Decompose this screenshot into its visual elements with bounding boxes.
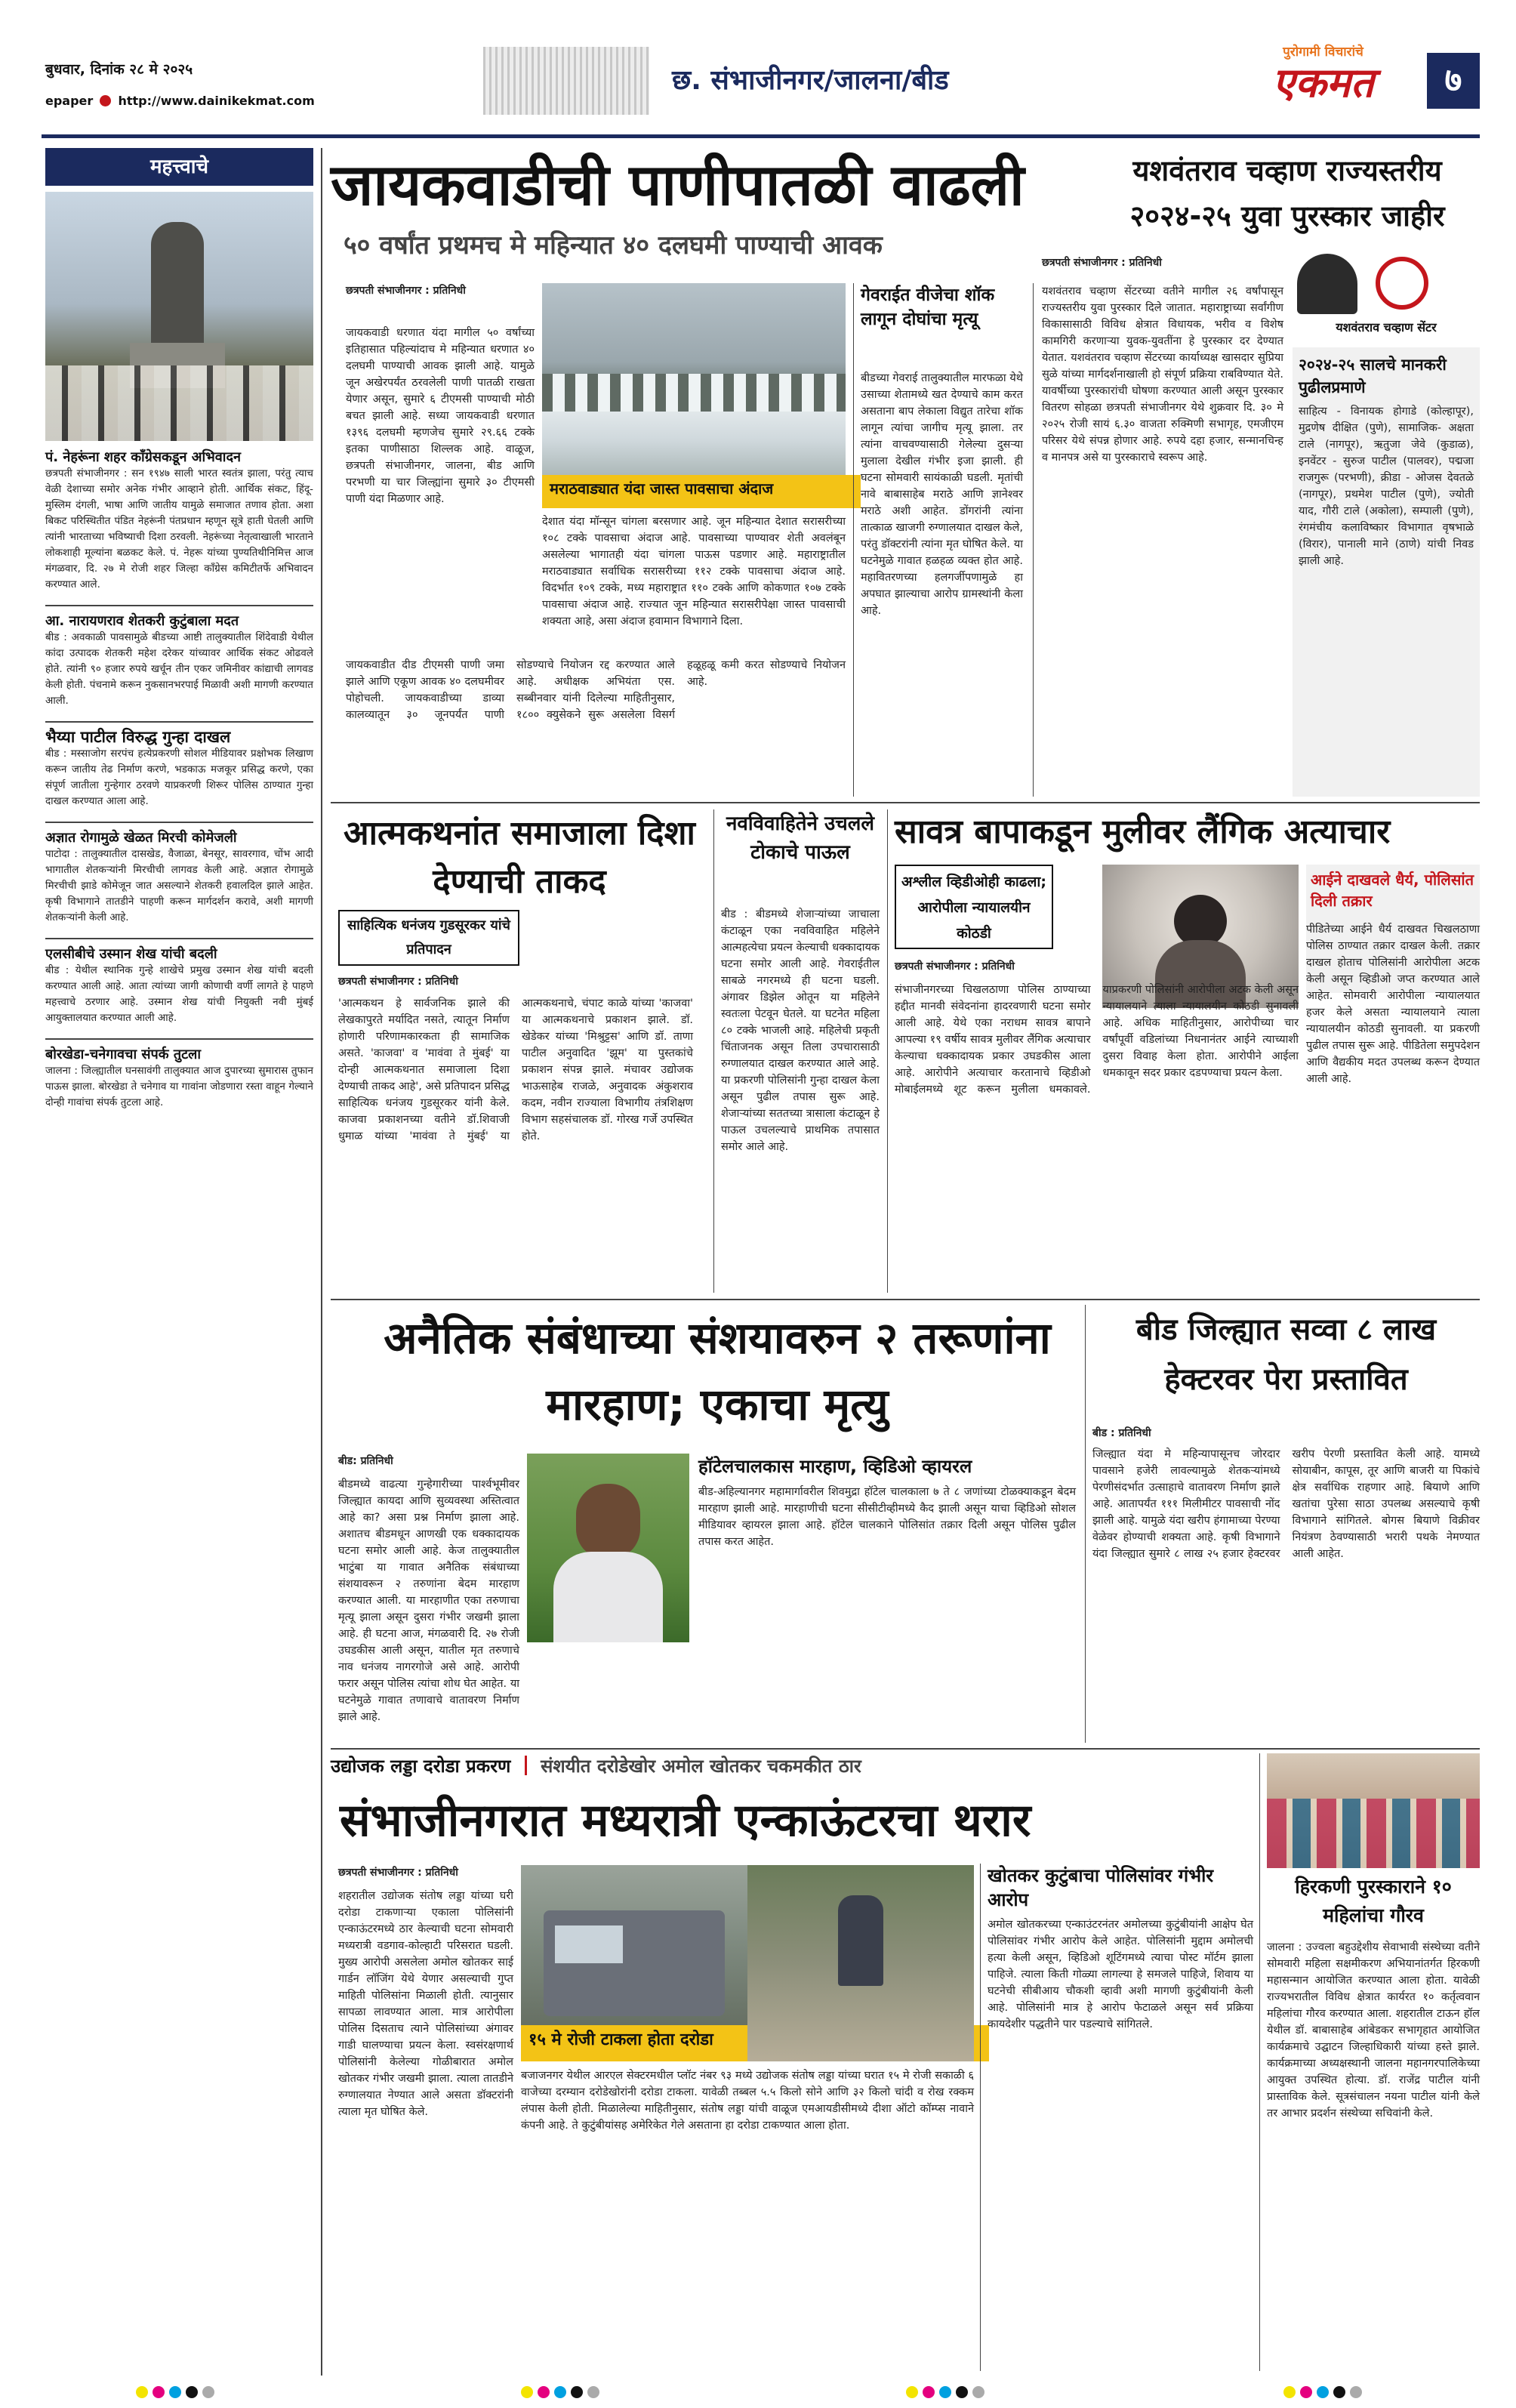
newlywed-body: बीड : बीडमध्ये शेजाऱ्यांच्या जाचाला कंटाळून एका नवविवाहित महिलेने आत्महत्येचा प्रयत्न केल्याची धक्कादायक घटना समोर आली आहे. गेवराईतील साबळे नगरमध्ये ही घटना घडली. अंगावर डिझेल ओतून या महिलेने स्वतःला पेटवून घेतले. या घटनेत महिला ८० टक्के भाजली आहे. महिलेची प्रकृती चिंताजनक असून तिला उपचारासाठी रुग्णालयात दाखल करण्यात आले आहे. या प्रकरणी पोलिसांनी गुन्हा दाखल केला असून पुढील तपास सुरू आहे. शेजाऱ्यांच्या सततच्या त्रासाला कंटाळून हे पाऊल उचलल्याचे प्राथमिक तपासात समोर आले आहे. xyxy=(721,908,883,1153)
column-divider xyxy=(980,1864,981,2371)
affair-headline: अनैतिक संबंधाच्या संशयावरुन २ तरूणांना मारहाण; एकाचा मृत्यु xyxy=(384,1312,1051,1430)
award-headline: यशवंतराव चव्हाण राज्यस्तरीय २०२४-२५ युवा पुरस्कार जाहीर xyxy=(1129,154,1445,233)
mother-headline: आईने दाखवले धैर्य, पोलिसांत दिली तक्रार xyxy=(1311,871,1474,910)
award-logo xyxy=(1293,249,1480,340)
memoir-headline: आत्मकथनांत समाजाला दिशा देण्याची ताकद xyxy=(344,814,695,901)
sidebar-item xyxy=(45,822,313,926)
masthead-ornament xyxy=(483,47,649,115)
encounter-kicker xyxy=(331,1753,1252,1784)
sidebar-item-body: पाटोदा : तालुक्यातील दासखेड, वैजाळा, बेनसूर, सावरगाव, चोंभ आदी भागातील शेतकऱ्यांनी मिरचीची लागवड केली आहे. अज्ञात रोगामुळे मिरचीची झाडे कोमेजून जात असल्याने शेतकरी हवालदिल झाले आहेत. कृषी विभागाने तातडीने पाहणी करून मार्गदर्शन करावे, अशी मागणी शेतकऱ्यांनी केली आहे. xyxy=(45,848,313,923)
lead-subhead: ५० वर्षांत प्रथमच मे महिन्यात ४० दलघमी पाण्याची आवक xyxy=(344,230,883,261)
epaper-label: epaper xyxy=(45,94,94,108)
newlywed-headline: नवविवाहितेने उचलले टोकाचे पाऊल xyxy=(726,812,875,864)
registration-marks-left xyxy=(136,2386,257,2401)
brand-logo xyxy=(1231,42,1416,127)
sidebar-item-title: बोरखेडा-चनेगावचा संपर्क तुटला xyxy=(45,1047,202,1062)
memoir-byline: छत्रपती संभाजीनगर : प्रतिनिधी xyxy=(338,976,458,988)
award-logo-text: यशवंतराव चव्हाण सेंटर xyxy=(1336,320,1437,335)
hotel-body: बीड-अहिल्यानगर महामार्गावरील शिवमुद्रा हॉटेल चालकाला ७ ते ८ जणांच्या टोळक्याकडून बेदम मारहाण झाली आहे. मारहाणीची घटना सीसीटीव्हीमध्ये कैद झाली असून याचा व्हिडिओ सोशल मीडियावर व्हायरल झाला आहे. हॉटेल चालकाने पोलिसांत तक्रार दिली असून पोलिस पुढील तपास करत आहेत. xyxy=(698,1486,1080,1548)
mother-body: पीडितेच्या आईने धैर्य दाखवत चिखलठाणा पोलिस ठाण्यात तक्रार दाखल केली. तक्रार दाखल होताच पोलिसांनी आरोपीला अटक केली असून व्हिडीओ जप्त करण्यात आले आहेत. सोमवारी आरोपीला न्यायालयात हजर केले असता न्यायालयाने त्याला न्यायालयीन कोठडी सुनावली. या प्रकरणी पुढील तपास सुरू आहे. पीडितेला समुपदेशन आणि वैद्यकीय मदत उपलब्ध करून देण्यात आली आहे. xyxy=(1306,923,1484,1085)
column-divider xyxy=(1085,1305,1086,1743)
network-icon xyxy=(1376,257,1428,310)
police-van-photo xyxy=(521,1865,747,2061)
sidebar xyxy=(45,148,313,2376)
award-body: यशवंतराव चव्हाण सेंटरच्या वतीने मागील २६ वर्षांपासून राज्यस्तरीय युवा पुरस्कार दिले जातात. महाराष्ट्राच्या सर्वांगीण विकासासाठी विविध क्षेत्रात विधायक, भरीव व विशेष कामगिरी करणाऱ्या युवक-युवतींना हे पुरस्कार दर देण्यात येतात. यशवंतराव चव्हाण सेंटरच्या कार्याध्यक्ष खासदार सुप्रिया सुळे यांच्या मार्गदर्शनाखाली हो संपूर्ण प्रक्रिया राबविण्यात येते. यावर्षीच्या पुरस्कारांची घोषणा करण्यात आली असून पुरस्कार वितरण सोहळा छत्रपती संभाजीनगर येथे शुक्रवार दि. ३० मे २०२५ रोजी सायं ६.३० वाजता रुक्मिणी सभागृह, एमजीएम परिसर येथे संपन्न होणार आहे. रुपये दहा हजार, सन्मानचिन्ह व मानपत्र असे या पुरस्काराचे स्वरूप आहे. xyxy=(1042,285,1287,464)
brand-tagline: पुरोगामी विचारांचे xyxy=(1283,45,1363,60)
sidebar-divider xyxy=(321,148,322,2376)
globe-icon xyxy=(100,95,111,106)
stepfather-headline: सावत्र बापाकडून मुलीवर लैंगिक अत्याचार xyxy=(895,812,1391,851)
award-byline: छत्रपती संभाजीनगर : प्रतिनिधी xyxy=(1042,257,1162,269)
epaper-link[interactable] xyxy=(45,94,362,113)
issue-date: बुधवार, दिनांक २८ मे २०२५ xyxy=(45,61,193,78)
shock-headline: गेवराईत वीजेचा शॉक लागून दोघांचा मृत्यू xyxy=(861,285,995,329)
sidebar-item-body: बीड : येथील स्थानिक गुन्हे शाखेचे प्रमुख उस्मान शेख यांची बदली करण्यात आली आहे. आता त्यांच्या जागी कोणाची वर्णी लागते हे पाहणे महत्त्वाचे ठरणार आहे. उस्मान शेख यांची नियुक्ती नवी मुंबई आयुक्तालयात करण्यात आली आहे. xyxy=(45,964,313,1024)
crime-scene-photo xyxy=(747,1865,974,2061)
winners-box xyxy=(1293,347,1480,797)
kicker-divider xyxy=(525,1756,527,1775)
hotel-headline: हॉटेलचालकास मारहाण, व्हिडिओ व्हायरल xyxy=(698,1456,972,1477)
sidebar-item-title: अज्ञात रोगामुळे खेळत मिरची कोमेजली xyxy=(45,830,237,846)
rain-body: जिल्ह्यात यंदा मे महिन्यापासूनच जोरदार पावसाने हजेरी लावल्यामुळे शेतकऱ्यांमध्ये पेरणीसंदर्भात उत्साहाचे वातावरण निर्माण झाले आहे. आतापर्यंत १११ मिलीमीटर पावसाची नोंद झाली आहे. यामुळे यंदा खरीप हंगामाच्या पेरण्या वेळेवर होण्याची शक्यता आहे. कृषी विभागाने यंदा जिल्ह्यात सुमारे ८ लाख २५ हजार हेक्टरवर खरीप पेरणी प्रस्तावित केली आहे. यामध्ये सोयाबीन, कापूस, तूर आणि बाजरी या पिकांचे क्षेत्र सर्वाधिक राहणार आहे. बियाणे आणि खतांचा पुरेसा साठा उपलब्ध असल्याचे कृषी विभागाने सांगितले. बोगस बियाणे विक्रीवर नियंत्रण ठेवण्यासाठी भरारी पथके नेमण्यात आली आहेत. xyxy=(1092,1448,1484,1560)
stepfather-subhead-box xyxy=(895,865,1053,949)
page-number: ७ xyxy=(1427,53,1480,109)
sidebar-item-body: बीड : अवकाळी पावसामुळे बीडच्या आष्टी तालुक्यातील शिंदेवाडी येथील कांदा उत्पादक शेतकरी महेश दरेकर यांच्यावर आर्थिक संकट ओढवले होते. त्यांनी ९० हजार रुपये खर्चून तीन एकर जमिनीवर कांद्याची लागवड केली होती. पंचनामे करून नुकसानभरपाई मिळावी अशी मागणी करण्यात आली. xyxy=(45,631,313,707)
section-divider xyxy=(331,802,1480,803)
registration-marks-far-right xyxy=(1283,2386,1404,2401)
memoir-body: 'आत्मकथन हे सार्वजनिक झाले की लेखकापुरते मर्यादित नसते, त्यातून निर्माण होणारी परिणामकारकता ही सामाजिक असते. 'काजवा' व 'मावंवा ते मुंबई' या दोन्ही आत्मकथनात समाजाला दिशा देण्याची ताकद आहे', असे प्रतिपादन प्रसिद्ध साहित्यिक धनंजय गुडसूरकर यांनी केले. काजवा प्रकाशनच्या वतीने डॉ.शिवाजी धुमाळ यांच्या 'मावंवा ते मुंबई' या आत्मकथनाचे, चंपाट काळे यांच्या 'काजवा' या आत्मकथनाचे प्रकाशन झाले. डॉ. खेडेकर यांच्या 'मिश्रुट्टस' आणि डॉ. ताणा पाटील अनुवादित 'झूम' या पुस्तकांचे प्रकाशन संपन्न झाले. मंचावर उद्योजक भाऊसाहेब राजळे, अनुवादक अंकुशराव कदम, नवीन राज्याला विभागीय तंत्रशिक्षण विभाग सहसंचालक डॉ. गोरख गर्जे उपस्थित होते. xyxy=(338,997,697,1142)
sidebar-item-title: भैय्या पाटील विरुद्ध गुन्हा दाखल xyxy=(45,728,231,746)
winners-list: साहित्य - विनायक होगाडे (कोल्हापूर), मुद्रणेष दीक्षित (पुणे), सामाजिक- अक्षता टाले (नागपूर), ऋतुजा जेवे (कुडाळ), इनवेंटर - सुरुज पाटील (पालवर), पद्मजा राजगुरू (परभणी), क्रीडा - ओजस देवतळे (नागपूर), प्रथमेश पाटील (पुणे), ज्योती याद, गौरी टाले (अकोला), सम्पाली (पुणे), रंगमंचीय कलाविष्कार विभागात वृषभाळे (विरार), पानाली माने (ठाणे) यांची निवड झाली आहे. xyxy=(1299,405,1477,567)
encounter-kicker-label: उद्योजक लड्डा दरोडा प्रकरण xyxy=(331,1756,511,1777)
column-divider xyxy=(1033,283,1034,797)
sidebar-item xyxy=(45,449,313,593)
police-photo-caption: १५ मे रोजी टाकला होता दरोडा xyxy=(521,2025,989,2061)
victim-photo xyxy=(527,1454,689,1642)
column-divider xyxy=(1259,1753,1260,2371)
encounter-body: शहरातील उद्योजक संतोष लड्डा यांच्या घरी दरोडा टाकणाऱ्या एकाला पोलिसांनी एन्काऊंटरमध्ये ठार केल्याची घटना सोमवारी मध्यरात्री वडगाव-कोल्हाटी परिसरात घडली. मुख्य आरोपी असलेला अमोल खोतकर साई गार्डन लॉजिंग येथे येणार असल्याची गुप्त माहिती पोलिसांना मिळाली होती. त्यानुसार सापळा लावण्यात आला. मात्र आरोपीला पोलिस दिसताच त्याने पोलिसांच्या अंगावर गाडी घालण्याचा प्रयत्न केला. स्वसंरक्षणार्थ पोलिसांनी केलेल्या गोळीबारात अमोल खोतकर गंभीर जखमी झाला. त्याला तातडीने रुग्णालयात नेण्यात आले असता डॉक्टरांनी त्याला मृत घोषित केले. xyxy=(338,1890,517,2118)
masthead xyxy=(0,0,1516,136)
sidebar-item-title: एलसीबीचे उस्मान शेख यांची बदली xyxy=(45,946,217,962)
column-divider xyxy=(853,283,854,797)
sidebar-header: महत्त्वाचे xyxy=(45,148,313,186)
section-divider xyxy=(331,1299,1480,1300)
encounter-kicker-text: संशयीत दरोडेखोर अमोल खोतकर चकमकीत ठार xyxy=(541,1756,861,1777)
sidebar-item-body: बीड : मस्साजोग सरपंच हत्येप्रकरणी सोशल मीडियावर प्रक्षोभक लिखाण करून जातीय तेढ निर्माण करणे, भडकाऊ मजकूर प्रसिद्ध करणे, एका संपूर्ण जातीला गुन्हेगार ठरवणे याप्रकरणी शिरूर पोलिस ठाण्यात गुन्हा दाखल करण्यात आला आहे. xyxy=(45,748,313,807)
encounter-byline: छत्रपती संभाजीनगर : प्रतिनिधी xyxy=(338,1867,458,1879)
award-ceremony-photo xyxy=(1267,1753,1480,1868)
column-divider xyxy=(713,809,714,1293)
section-divider xyxy=(331,1748,1480,1750)
portrait-icon xyxy=(1297,254,1357,314)
sidebar-item xyxy=(45,1038,313,1111)
family-body: अमोल खोतकरच्या एन्काउंटरनंतर अमोलच्या कुटुंबीयांनी आक्षेप घेत पोलिसांवर गंभीर आरोप केले आहेत. पोलिसांनी मुद्दाम अमोलची हत्या केली असून, व्हिडिओ शूटिंगमध्ये त्याचा पोस्ट मॉर्टम झाला पाहिजे. त्याला किती गोळ्या लागल्या हे समजले पाहिजे, शिवाय या घटनेची सीबीआय चौकशी व्हावी अशी मागणी कुटुंबीयांनी केली आहे. पोलिसांनी मात्र हे आरोप फेटाळले असून सर्व प्रक्रिया कायदेशीर पद्धतीने पार पडल्याचे सांगितले. xyxy=(988,1919,1257,2030)
sidebar-item-title: पं. नेहरूंना शहर काँग्रेसकडून अभिवादन xyxy=(45,449,242,465)
shock-body: बीडच्या गेवराई तालुक्यातील मारफळा येथे उसाच्या शेतामध्ये खत देण्याचे काम करत असताना बाप लेकाला विद्युत तारेचा शॉक लागून त्यांचा जागीच मृत्यू झाला. तर त्यांना वाचवण्यासाठी गेलेल्या दुसऱ्या मुलाला देखील गंभीर इजा झाली. ही घटना सोमवारी सायंकाळी घडली. मृतांची नावे बाबासाहेब मराठे आणि ज्ञानेश्वर मराठे अशी आहेत. डोंगरांनी त्यांना तात्काळ खाजगी रुग्णालयात दाखल केले, परंतु डॉक्टरांनी त्यांना मृत घोषित केले. या घटनेमुळे गावात हळहळ व्यक्त होत आहे. महावितरणच्या हलगर्जीपणामुळे हा अपघात झाल्याचा आरोप ग्रामस्थांनी केला आहे. xyxy=(861,372,1027,617)
registration-marks-center xyxy=(521,2386,642,2401)
winners-title: २०२४-२५ सालचे मानकरी पुढीलप्रमाणे xyxy=(1299,356,1447,396)
masthead-rule xyxy=(42,134,1480,138)
family-box xyxy=(988,1864,1257,2371)
lead-body-1: जायकवाडी धरणात यंदा मागील ५० वर्षांच्या इतिहासात पहिल्यांदाच मे महिन्यात धरणात ४० दलघमी पाण्याची आवक झाली आहे. यामुळे जून अखेरपर्यंत ठरवलेली पाणी पातळी राखता येणार असून, सुमारे ६ टीएमसी पाण्याची मोठी बचत झाली आहे. सध्या जायकवाडी धरणात १३९६ दलघमी म्हणजेच सुमारे २९.६६ टक्के इतका पाणीसाठा शिल्लक आहे. वाळूज, छत्रपती संभाजीनगर, जालना, बीड आणि परभणी या चार जिल्ह्यांना सुमारे ३० टीएमसी पाणी यंदा मिळणार आहे. xyxy=(346,327,538,505)
memoir-body-continued xyxy=(468,910,695,985)
website-url: http://www.dainikekmat.com xyxy=(118,94,315,108)
lead-body-2: देशात यंदा मॉन्सून चांगला बरसणार आहे. जून महिन्यात देशात सरासरीच्या १०८ टक्के पावसाचा अंदाज आहे. पावसाच्या पाण्यावर शेती अवलंबून असलेल्या भागातही यंदा चांगला पाऊस पडणार आहे. महाराष्ट्रातील मराठवाड्यात सर्वाधिक सरासरीच्या ११२ टक्के पावसाचा अंदाज आहे. विदर्भात १०९ टक्के, मध्य महाराष्ट्रात ११० टक्के आणि कोकणात १०७ टक्के पावसाचा अंदाज आहे. राज्यात जून महिन्यात सरासरीपेक्षा जास्त पावसाची शक्यता आहे, असा अंदाज हवामान विभागाने दिला. xyxy=(542,516,849,627)
lead-headline: जायकवाडीची पाणीपातळी वाढली xyxy=(331,151,1025,218)
affair-byline: बीड: प्रतिनिधी xyxy=(338,1455,393,1467)
nehru-statue-photo xyxy=(45,192,313,441)
sidebar-item-title: आ. नारायणराव शेतकरी कुटुंबाला मदत xyxy=(45,613,239,629)
registration-marks-right xyxy=(906,2386,1027,2401)
hotel-box xyxy=(698,1454,1080,1740)
lead-byline: छत्रपती संभाजीनगर : प्रतिनिधी xyxy=(346,285,466,297)
stepfather-byline: छत्रपती संभाजीनगर : प्रतिनिधी xyxy=(895,960,1015,973)
lead-body-3: जायकवाडीत दीड टीएमसी पाणी जमा झाले आणि एकूण आवक ४० दलघमीवर पोहोचली. जायकवाडीच्या डाव्या कालव्यातून ३० जूनपर्यंत पाणी सोडण्याचे नियोजन रद्द करण्यात आले आहे. अधीक्षक अभियंता एस. सब्बीनवार यांनी दिलेल्या माहितीनुसार, १८०० क्युसेकने सुरू असलेला विसर्ग हळूहळू कमी करत सोडण्याचे नियोजन आहे. xyxy=(346,659,849,721)
hirkani-body: जालना : उज्वला बहुउद्देशीय सेवाभावी संस्थेच्या वतीने सोमवारी महिला सक्षमीकरण अभियानांतर्गत हिरकणी महासन्मान आयोजित करण्यात आला होता. यावेळी राज्यभरातील विविध क्षेत्रात कार्यरत १० कर्तृत्ववान महिलांचा गौरव करण्यात आला. शहरातील टाऊन हॉल येथील डॉ. बाबासाहेब आंबेडकर सभागृहात आयोजित कार्यक्रमाचे उद्घाटन जिल्हाधिकारी यांच्या हस्ते झाले. कार्यक्रमाच्या अध्यक्षस्थानी जालना महानगरपालिकेच्या आयुक्त उपस्थित होत्या. डॉ. राजेंद्र पाटील यांनी प्रास्ताविक केले. सूत्रसंचालन नयना पाटील यांनी केले तर आभार प्रदर्शन संस्थेच्या सचिवांनी केले. xyxy=(1267,1941,1484,2120)
hirkani-headline: हिरकणी पुरस्काराने १० महिलांचा गौरव xyxy=(1295,1876,1452,1926)
sidebar-item xyxy=(45,938,313,1026)
family-headline: खोतकर कुटुंबाचा पोलिसांवर गंभीर आरोप xyxy=(988,1865,1214,1910)
column-divider xyxy=(887,809,888,1293)
sidebar-item xyxy=(45,721,313,809)
rain-headline: बीड जिल्ह्यात सव्वा ८ लाख हेक्टरवर पेरा प्रस्तावित xyxy=(1135,1312,1437,1397)
dam-photo-caption: मराठवाड्यात यंदा जास्त पावसाचा अंदाज xyxy=(542,475,861,508)
dam-photo xyxy=(542,283,846,508)
sidebar-item xyxy=(45,605,313,709)
brand-name: एकमत xyxy=(1272,59,1374,106)
stepfather-body: संभाजीनगरच्या चिखलठाणा पोलिस ठाण्याच्या हद्दीत मानवी संवेदनांना हादरवणारी घटना समोर आली आहे. येथे एका नराधम सावत्र बापाने आपल्या १९ वर्षीय सावत्र मुलीवर लैंगिक अत्याचार केल्याचा धक्कादायक प्रकार उघडकीस आला आहे. आरोपीने अत्याचार करतानाचे व्हिडीओ मोबाईलमध्ये शूट करून मुलीला धमकावले. याप्रकरणी पोलिसांनी आरोपीला अटक केली असून न्यायालयाने त्याला न्यायालयीन कोठडी सुनावली आहे. अधिक माहितीनुसार, आरोपीच्या चार वर्षांपूर्वी वडिलांच्या निधनानंतर आईने त्याच्याशी दुसरा विवाह केला होता. आरोपीने आईला धमकावून सदर प्रकार दडपण्याचा प्रयत्न केला. xyxy=(895,984,1302,1096)
encounter-body-2: बजाजनगर येथील आरएल सेक्टरमधील प्लॉट नंबर ९३ मध्ये उद्योजक संतोष लड्डा यांच्या घरात १५ मे रोजी सकाळी ६ वाजेच्या दरम्यान दरोडेखोरांनी दरोडा टाकला. यावेळी तब्बल ५.५ किलो सोने आणि ३२ किलो चांदी व रोख रक्कम लंपास केली होती. मिळालेल्या माहितीनुसार, संतोष लड्डा यांची वाळूज एमआयडीसीमध्ये दीशा ऑटो कॉम्प्स नावाने कंपनी आहे. ते कुटुंबीयांसह अमेरिकेत गेले असताना हा दरोडा टाकण्यात आला होता. xyxy=(521,2070,978,2132)
rain-byline: बीड : प्रतिनिधी xyxy=(1092,1427,1151,1439)
encounter-headline: संभाजीनगरात मध्यरात्री एन्काऊंटरचा थरार xyxy=(340,1794,1031,1847)
sidebar-item-body: छत्रपती संभाजीनगर : सन १९४७ साली भारत स्वतंत्र झाला, परंतु त्याच वेळी देशाच्या समोर अनेक गंभीर आव्हाने होती. आर्थिक संकट, हिंदू-मुस्लिम दंगली, भाषा आणि जातीय यामुळे समाजात तणाव होता. अशा बिकट परिस्थितीत पंडित नेहरूंनी पंतप्रधान म्हणून सूत्रे हाती घेतली आणि त्यांनी भारताच्या भविष्याची दिशा ठरवली. नेहरूंच्या नेतृत्वाखाली भारताने लोकशाही मूल्यांना बळकट केले. पं. नेहरू यांच्या पुण्यतिथीनिमित्त आज मंगळवार, दि. २७ मे रोजी शहर जिल्हा काँग्रेस कमिटीतर्फे अभिवादन करण्यात आले. xyxy=(45,467,313,590)
stepfather-subhead: अश्लील व्हिडीओही काढला; आरोपीला न्यायालयीन कोठडी xyxy=(901,874,1046,942)
affair-body: बीडमध्ये वाढत्या गुन्हेगारीच्या पार्श्वभूमीवर जिल्ह्यात कायदा आणि सुव्यवस्था अस्तित्वात आहे का? असा प्रश्न निर्माण झाला आहे. अशातच बीडमधून आणखी एक धक्कादायक घटना समोर आली आहे. केज तालुक्यातील भाटुंबा या गावात अनैतिक संबंधाच्या संशयावरून २ तरुणांना बेदम मारहाण करण्यात आली. या मारहाणीत एका तरुणाचा मृत्यू झाला असून दुसरा गंभीर जखमी झाला आहे. ही घटना आज, मंगळवारी दि. २७ रोजी उघडकीस आली असून, यातील मृत तरुणाचे नाव धनंजय नागरगोजे असे आहे. आरोपी फरार असून पोलिस त्यांचा शोध घेत आहेत. या घटनेमुळे गावात तणावाचे वातावरण निर्माण झाले आहे. xyxy=(338,1478,523,1723)
section-title: छ. संभाजीनगर/जालना/बीड xyxy=(672,65,949,96)
sidebar-item-body: जालना : जिल्ह्यातील घनसावंगी तालुक्यात आज दुपारच्या सुमारास तुफान पाऊस झाला. बोरखेडा ते चनेगाव या गावांना जोडणारा रस्ता वाहून गेल्याने दोन्ही गावांचा संपर्क तुटला आहे. xyxy=(45,1065,313,1108)
affair-body-2 xyxy=(527,1646,689,1740)
memoir-subhead: साहित्यिक धनंजय गुडसूरकर यांचे प्रतिपादन xyxy=(347,917,510,957)
